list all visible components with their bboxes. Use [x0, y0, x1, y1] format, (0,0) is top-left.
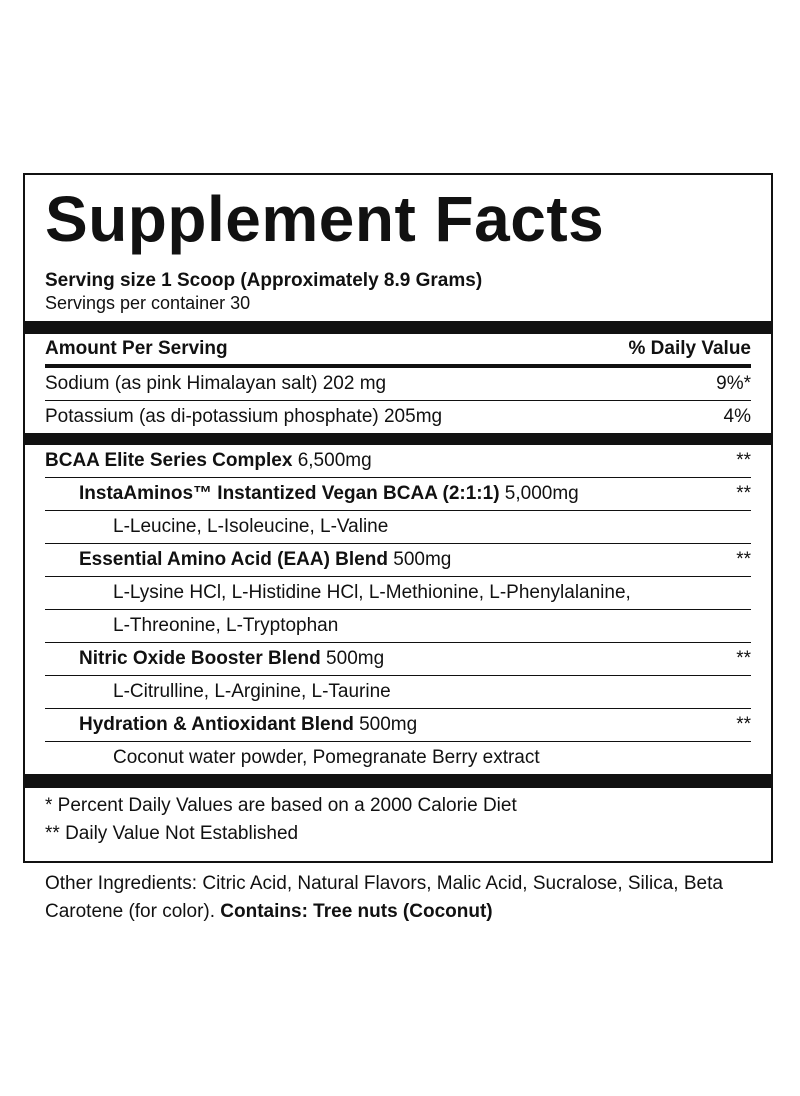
nutrient-label: Sodium (as pink Himalayan salt) 202 mg: [45, 373, 387, 394]
footnotes: [45, 792, 751, 848]
blend-dv: **: [736, 450, 751, 471]
supplement-facts-panel: [23, 173, 773, 863]
blend-contents: L-Lysine HCl, L-Histidine HCl, L-Methionine, L-Phenylalanine,: [113, 582, 631, 603]
serving-size: Serving size 1 Scoop (Approximately 8.9 Grams): [45, 270, 483, 291]
allergen-statement: Contains: Tree nuts (Coconut): [220, 901, 493, 922]
blend-contents-hydration: [45, 742, 751, 774]
blend-row-eaa: [45, 544, 751, 577]
other-ingredients: [45, 870, 765, 926]
blend-dv: **: [736, 714, 751, 735]
blend-contents: Coconut water powder, Pomegranate Berry extract: [113, 747, 540, 768]
blend-amount: 5,000mg: [499, 483, 579, 504]
blend-dv: **: [736, 483, 751, 504]
thick-divider: [25, 433, 771, 445]
blend-amount: 500mg: [320, 648, 385, 669]
nutrient-dv: 4%: [723, 406, 751, 427]
other-ingredients-text: Other Ingredients: Citric Acid, Natural Flavors, Malic Acid, Sucralose, Silica, Beta Carotene (for color).: [45, 873, 723, 922]
blend-contents: L-Leucine, L-Isoleucine, L-Valine: [113, 516, 389, 537]
blend-contents-eaa-1: [45, 577, 751, 610]
blend-contents-nitric: [45, 676, 751, 709]
thick-divider: [25, 774, 771, 788]
nutrient-dv: 9%*: [716, 373, 751, 394]
blend-amount: 500mg: [387, 549, 452, 570]
panel-title: Supplement Facts: [45, 183, 605, 255]
amount-per-serving-label: Amount Per Serving: [45, 338, 228, 359]
blend-amount: 6,500mg: [292, 450, 372, 471]
blend-row-complex: [45, 445, 751, 478]
footnote-not-established: ** Daily Value Not Established: [45, 823, 299, 844]
blend-dv: **: [736, 549, 751, 570]
blend-contents: L-Threonine, L-Tryptophan: [113, 615, 339, 636]
daily-value-label: % Daily Value: [628, 338, 751, 359]
blend-row-nitric: [45, 643, 751, 676]
nutrient-label: Potassium (as di-potassium phosphate) 205mg: [45, 406, 443, 427]
blend-row-hydration: [45, 709, 751, 742]
blend-name: Hydration & Antioxidant Blend: [79, 714, 354, 735]
amount-header-row: [45, 334, 751, 364]
nutrient-row-potassium: [45, 401, 751, 433]
blend-name: BCAA Elite Series Complex: [45, 450, 293, 471]
blend-contents-eaa-2: [45, 610, 751, 643]
blend-name: InstaAminos™ Instantized Vegan BCAA (2:1:1): [79, 483, 500, 504]
nutrient-row-sodium: [45, 368, 751, 401]
footnote-daily-values: * Percent Daily Values are based on a 2000 Calorie Diet: [45, 795, 517, 816]
blend-name: Essential Amino Acid (EAA) Blend: [79, 549, 388, 570]
blend-name: Nitric Oxide Booster Blend: [79, 648, 321, 669]
blend-dv: **: [736, 648, 751, 669]
blend-amount: 500mg: [353, 714, 418, 735]
thick-divider: [25, 321, 771, 334]
blend-contents: L-Citrulline, L-Arginine, L-Taurine: [113, 681, 391, 702]
servings-per-container: Servings per container 30: [45, 293, 251, 313]
blend-row-bcaa: [45, 478, 751, 511]
blend-contents-bcaa: [45, 511, 751, 544]
